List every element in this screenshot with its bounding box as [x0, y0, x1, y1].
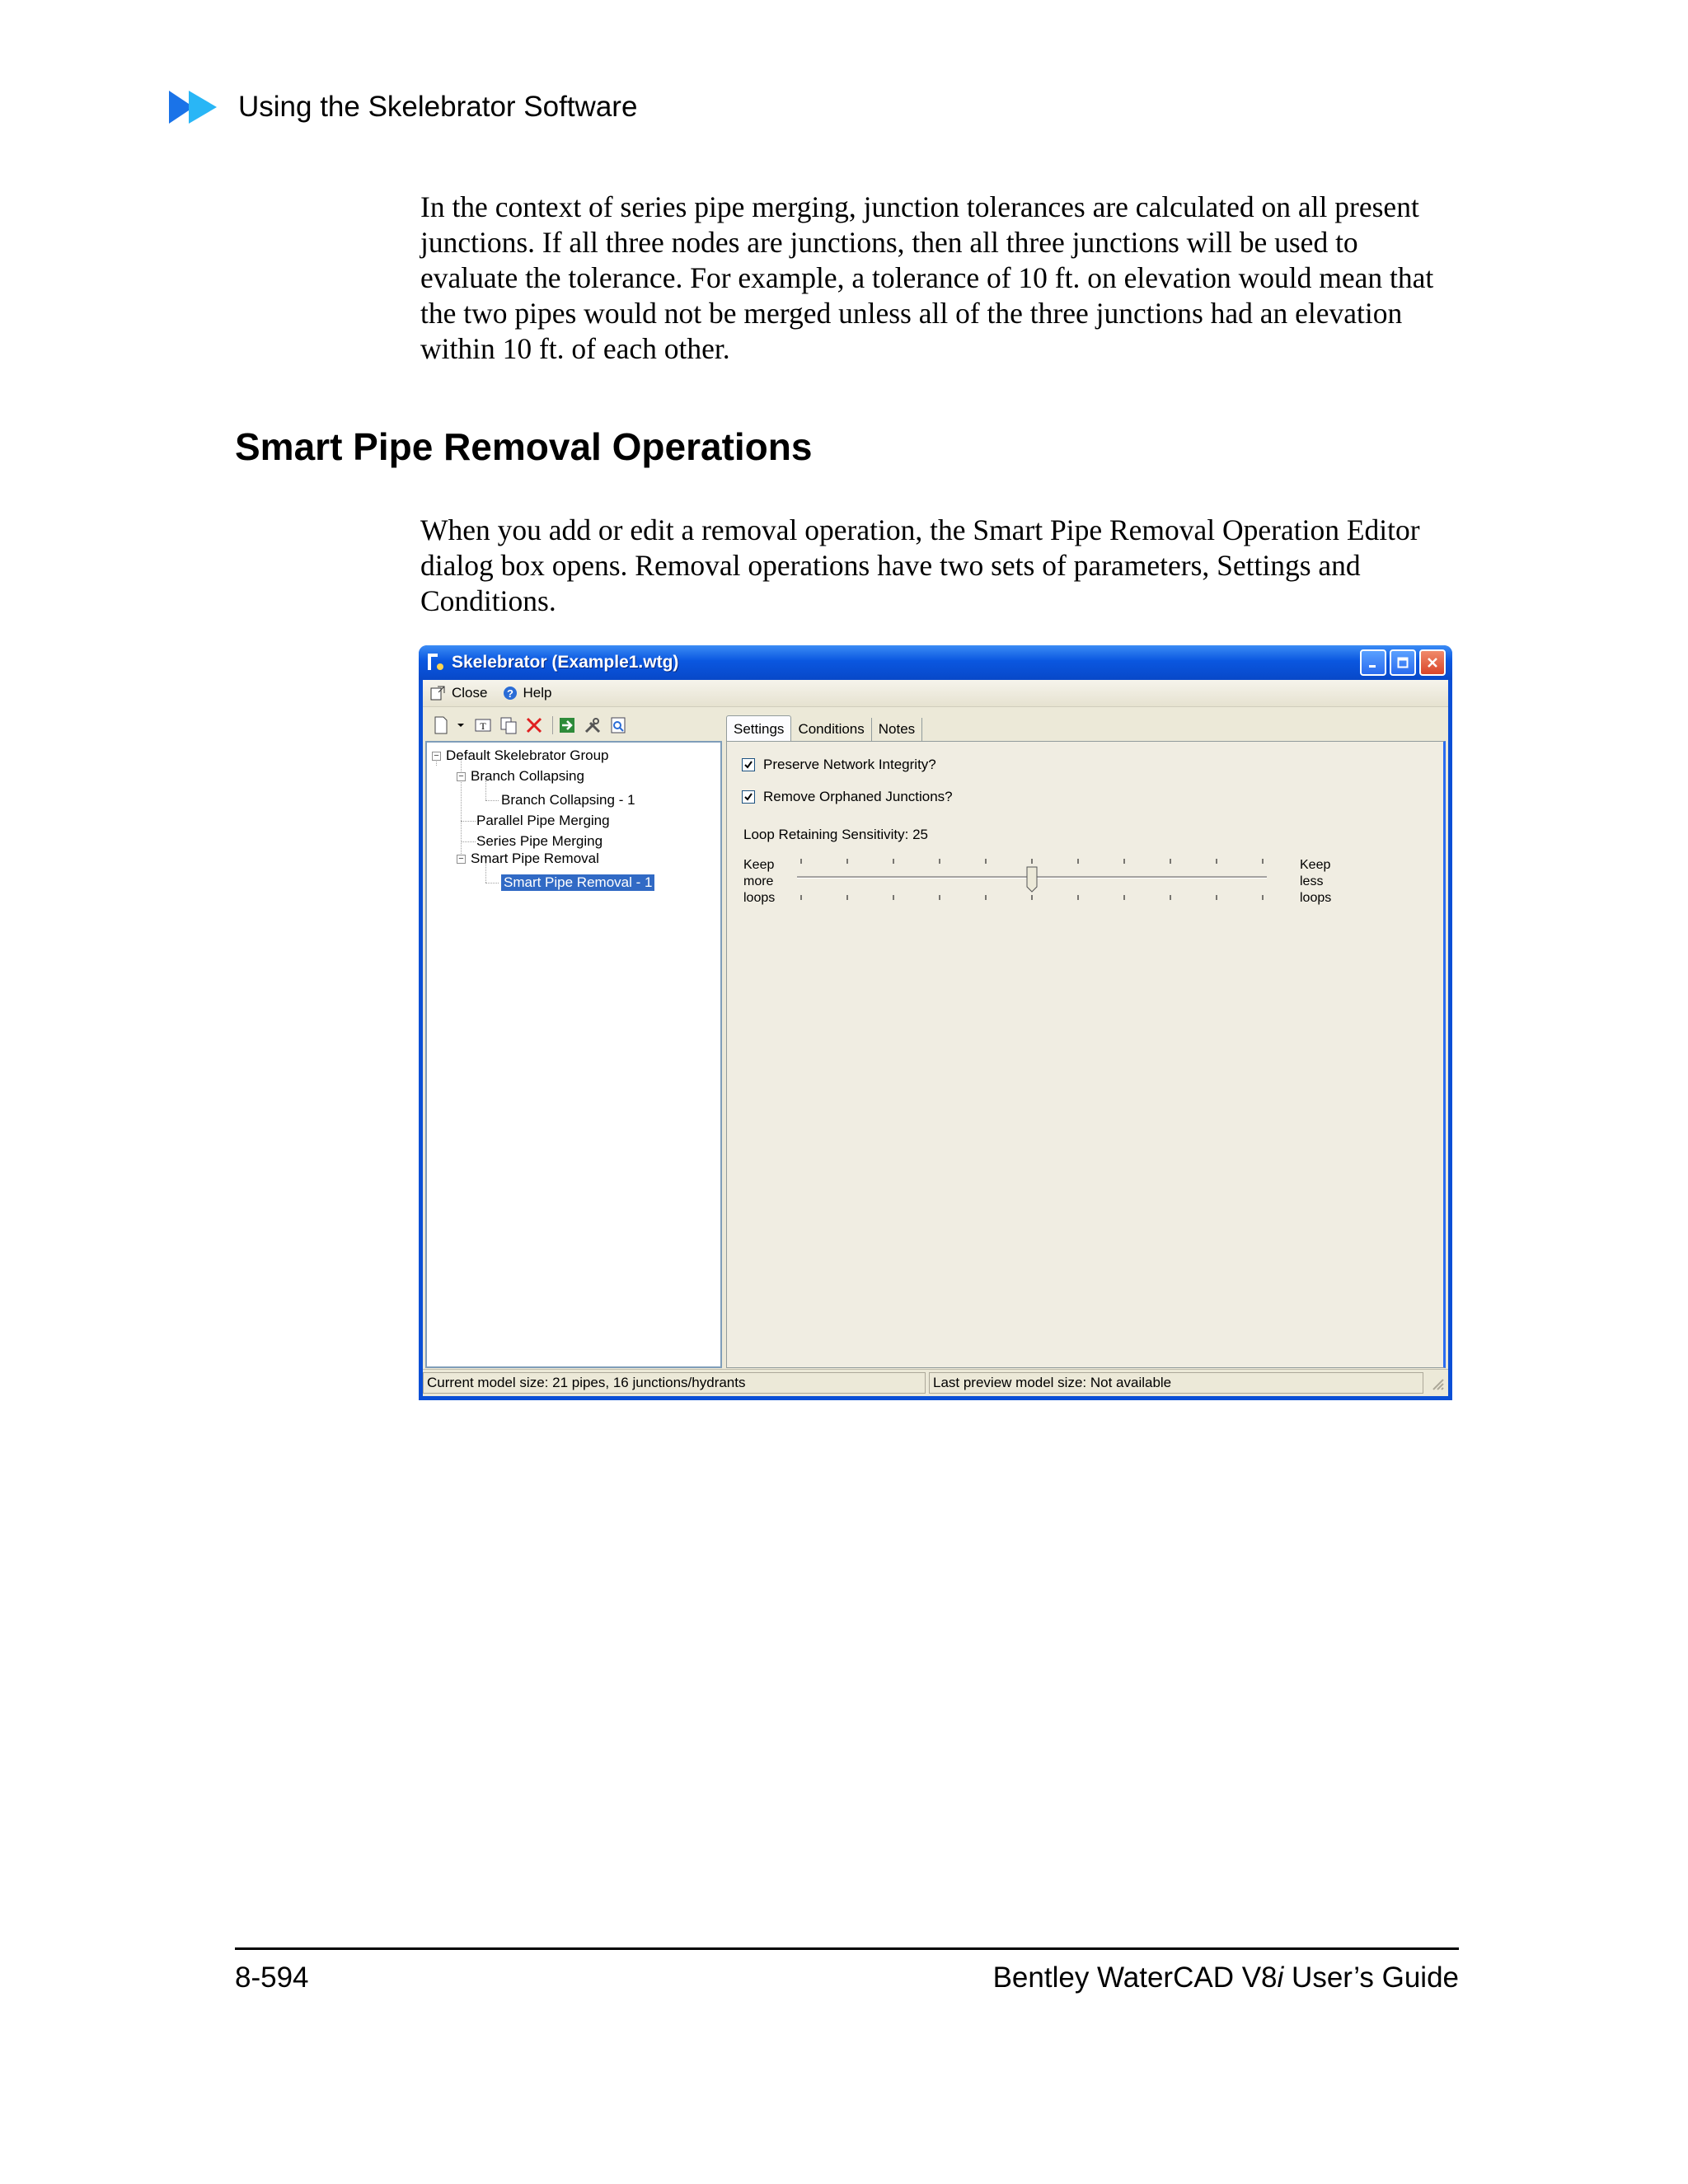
remove-orphaned-label: Remove Orphaned Junctions?: [763, 789, 953, 804]
tab-notes[interactable]: Notes: [872, 718, 922, 741]
tab-conditions[interactable]: Conditions: [791, 718, 871, 741]
chevron-down-icon: [457, 722, 465, 729]
tree-item-label-selected: Smart Pipe Removal - 1: [501, 874, 654, 891]
sensitivity-row: [743, 827, 928, 843]
maximize-icon: [1397, 657, 1409, 668]
new-button[interactable]: [430, 715, 452, 736]
close-icon: [1426, 656, 1439, 669]
maximize-button[interactable]: [1390, 649, 1416, 676]
guide-title-suffix: User’s Guide: [1283, 1961, 1459, 1994]
tree-item-label: Branch Collapsing: [471, 768, 584, 784]
guide-title: [993, 1961, 1459, 1994]
dialog-title: Skelebrator (Example1.wtg): [452, 653, 679, 672]
slider-left-caption: [743, 857, 775, 907]
header-title: Using the Skelebrator Software: [238, 91, 638, 123]
tree-item-label: Branch Collapsing - 1: [501, 792, 635, 808]
tree-item-label: Parallel Pipe Merging: [476, 813, 610, 828]
settings-panel: [726, 741, 1446, 1368]
new-document-icon: [433, 716, 449, 734]
tree-item-branch-collapsing-1[interactable]: [501, 790, 635, 810]
operation-tree: [425, 741, 722, 1368]
tools-button[interactable]: [582, 715, 603, 736]
rename-icon: [474, 716, 492, 734]
sensitivity-value: 25: [912, 827, 928, 842]
new-dropdown-button[interactable]: [456, 715, 466, 736]
slider-right-line-1: Keep: [1300, 858, 1331, 872]
status-bar: [423, 1369, 1448, 1396]
arrow-right-icon: [558, 716, 576, 734]
tree-item-label: Default Skelebrator Group: [446, 748, 609, 763]
right-pane: [726, 710, 1446, 1368]
report-button[interactable]: [607, 715, 629, 736]
guide-title-prefix: Bentley WaterCAD V8: [992, 1961, 1278, 1994]
copy-icon: [499, 716, 518, 734]
page-header: [169, 89, 637, 125]
preserve-integrity-row: [742, 757, 936, 773]
section-paragraph: When you add or edit a removal operation, the Smart Pipe Removal Operation Editor dialog box opens. Removal operations have two sets of parameters, Settings and Conditions.: [420, 513, 1420, 617]
collapse-toggle[interactable]: −: [457, 855, 466, 864]
tree-item-label: Smart Pipe Removal: [471, 851, 599, 866]
tree-connector: [461, 841, 476, 842]
report-icon: [609, 716, 627, 734]
remove-orphaned-row: [742, 789, 953, 805]
slider-thumb[interactable]: [1027, 867, 1037, 892]
close-menu-label: Close: [452, 685, 488, 701]
close-menu-button[interactable]: [429, 685, 487, 701]
tree-item-smart-pipe-removal[interactable]: [457, 849, 599, 869]
remove-orphaned-checkbox[interactable]: [742, 790, 755, 804]
guide-title-italic: i: [1277, 1961, 1284, 1994]
duplicate-button[interactable]: [498, 715, 519, 736]
delete-icon: [525, 716, 543, 734]
slider-right-line-3: loops: [1300, 891, 1332, 905]
preserve-integrity-label: Preserve Network Integrity?: [763, 757, 936, 772]
status-preview-model: Last preview model size: Not available: [929, 1372, 1423, 1394]
tree-item-label: Series Pipe Merging: [476, 833, 603, 849]
sensitivity-label: Loop Retaining Sensitivity:: [743, 827, 909, 842]
checkmark-icon: [743, 792, 753, 802]
resize-grip-icon[interactable]: [1428, 1375, 1445, 1391]
double-arrow-icon: [169, 89, 222, 125]
import-button[interactable]: [556, 715, 578, 736]
intro-paragraph: In the context of series pipe merging, junction tolerances are calculated on all present junctions. If all three nodes are junctions, then all three junctions will be used to evaluate the tolerance. For example, a tolerance of 10 ft. on elevation would mean that the two pipes would not be merged unless all of the three junctions had an elevation within 10 ft. of each other.: [420, 190, 1434, 365]
slider-right-line-2: less: [1300, 874, 1324, 888]
menu-bar: [423, 680, 1448, 707]
footer-rule: [235, 1947, 1459, 1950]
tree-item-branch-collapsing[interactable]: [457, 766, 584, 786]
tab-settings[interactable]: Settings: [726, 715, 791, 741]
skelebrator-dialog: [419, 645, 1452, 1400]
tree-item-default-group[interactable]: [432, 746, 609, 766]
status-current-model: Current model size: 21 pipes, 16 junctions/hydrants: [423, 1372, 926, 1394]
title-bar[interactable]: [419, 645, 1452, 680]
close-door-icon: [429, 685, 448, 701]
toolbar-separator: [552, 716, 553, 734]
slider-left-line-2: more: [743, 874, 774, 888]
dialog-client-area: [423, 680, 1448, 1396]
loop-sensitivity-slider: [743, 857, 1337, 915]
preserve-integrity-checkbox[interactable]: [742, 758, 755, 771]
tree-item-smart-pipe-removal-1[interactable]: [501, 873, 654, 893]
svg-text:?: ?: [507, 687, 514, 700]
page-number: 8-594: [235, 1961, 309, 1994]
collapse-toggle[interactable]: −: [457, 772, 466, 781]
collapse-toggle[interactable]: −: [432, 752, 441, 761]
help-menu-label: Help: [523, 685, 552, 701]
tab-strip: [726, 710, 1446, 741]
tree-connector: [485, 800, 499, 801]
tools-icon: [584, 716, 602, 734]
left-pane: [425, 710, 722, 1368]
minimize-icon: [1367, 657, 1379, 668]
help-icon: [502, 685, 518, 701]
skelebrator-app-icon: [425, 652, 445, 673]
slider-left-line-3: loops: [743, 891, 776, 905]
minimize-button[interactable]: [1360, 649, 1386, 676]
delete-button[interactable]: [523, 715, 545, 736]
slider-track[interactable]: [797, 857, 1308, 915]
slider-left-line-1: Keep: [743, 858, 775, 872]
tree-connector: [461, 821, 476, 822]
tree-toolbar: [425, 710, 722, 741]
help-menu-button[interactable]: [502, 685, 551, 701]
rename-button[interactable]: [472, 715, 494, 736]
slider-right-caption: [1300, 857, 1331, 907]
slider-thumb-shape[interactable]: [1027, 867, 1037, 892]
close-window-button[interactable]: [1419, 649, 1446, 676]
checkmark-icon: [743, 760, 753, 770]
tree-item-parallel-pipe-merging[interactable]: [476, 811, 610, 831]
svg-text:T: T: [480, 720, 486, 732]
section-heading: Smart Pipe Removal Operations: [235, 425, 813, 468]
